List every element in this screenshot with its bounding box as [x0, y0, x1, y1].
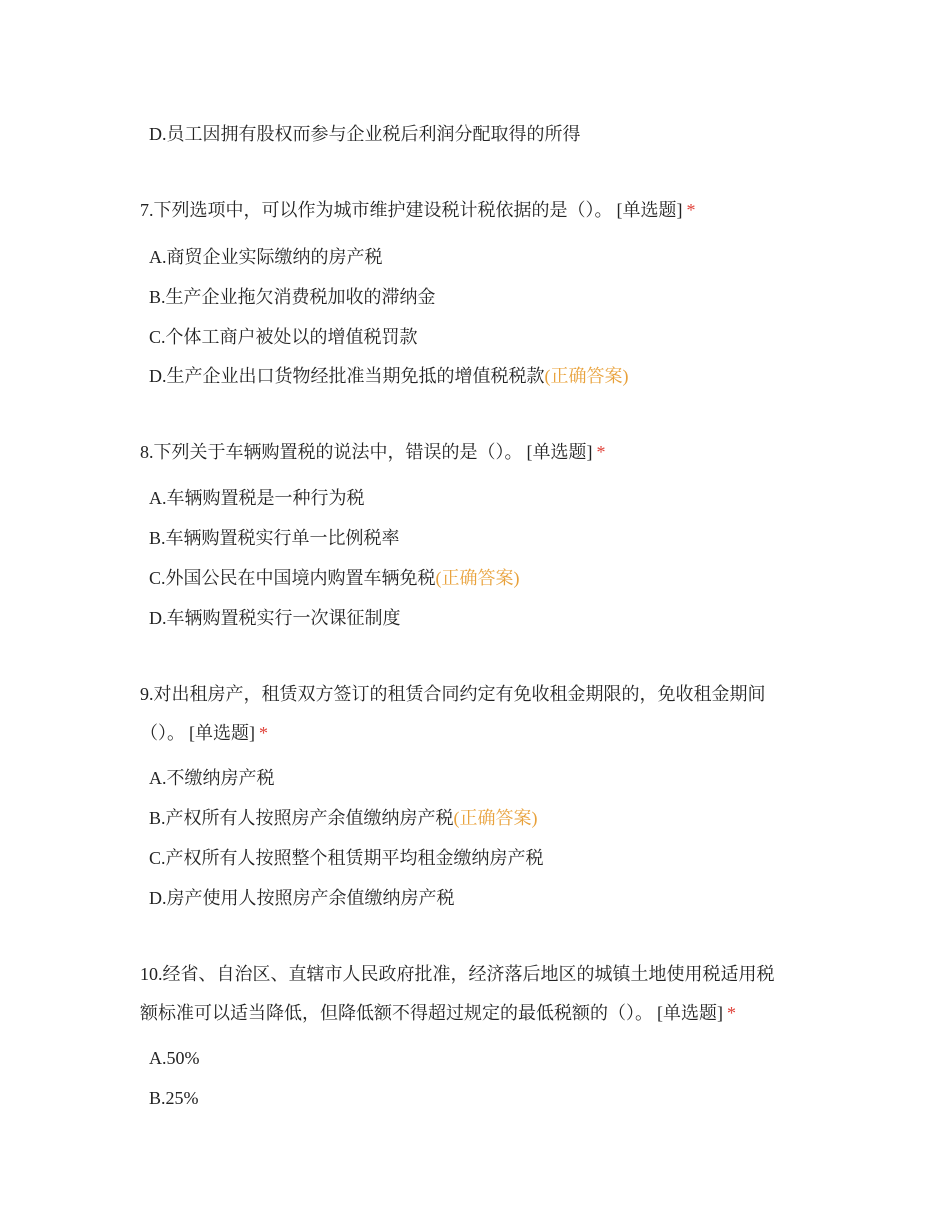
option-text: A.不缴纳房产税	[149, 768, 275, 788]
question-10-stem-line-2	[140, 1001, 736, 1025]
question-10-option-b[interactable]	[149, 1086, 199, 1110]
question-text: 8.下列关于车辆购置税的说法中，错误的是（）。	[140, 442, 523, 462]
option-text: D.员工因拥有股权而参与企业税后利润分配取得的所得	[149, 124, 581, 144]
option-text: A.50%	[149, 1048, 200, 1068]
question-7-stem	[140, 198, 696, 222]
question-text: 9.对出租房产，租赁双方签订的租赁合同约定有免收租金期限的，免收租金期间	[140, 684, 766, 704]
question-7-option-d[interactable]	[149, 364, 629, 388]
option-text: C.产权所有人按照整个租赁期平均租金缴纳房产税	[149, 848, 544, 868]
option-text: C.个体工商户被处以的增值税罚款	[149, 327, 418, 347]
question-9-stem-line-1	[140, 682, 766, 706]
question-7-option-b[interactable]	[149, 285, 436, 309]
question-9-stem-line-2	[140, 721, 268, 745]
question-9-option-b[interactable]	[149, 806, 538, 830]
question-10-option-a[interactable]	[149, 1046, 200, 1070]
question-9-option-d[interactable]	[149, 886, 455, 910]
required-mark: *	[596, 442, 606, 462]
option-text: B.25%	[149, 1088, 199, 1108]
question-9-option-c[interactable]	[149, 846, 544, 870]
question-type-tag: [单选题]	[526, 442, 593, 462]
question-text: （）。	[140, 723, 185, 743]
option-text: C.外国公民在中国境内购置车辆免税	[149, 568, 436, 588]
option-text: B.车辆购置税实行单一比例税率	[149, 528, 400, 548]
option-text: D.车辆购置税实行一次课征制度	[149, 608, 401, 628]
required-mark: *	[686, 200, 696, 220]
question-text: 10.经省、自治区、直辖市人民政府批准，经济落后地区的城镇土地使用税适用税	[140, 964, 775, 984]
correct-answer-label: (正确答案)	[435, 568, 520, 588]
question-8-option-b[interactable]	[149, 526, 400, 550]
question-8-option-d[interactable]	[149, 606, 401, 630]
option-text: B.生产企业拖欠消费税加收的滞纳金	[149, 287, 436, 307]
option-text: D.生产企业出口货物经批准当期免抵的增值税税款	[149, 366, 545, 386]
option-text: D.房产使用人按照房产余值缴纳房产税	[149, 888, 455, 908]
correct-answer-label: (正确答案)	[544, 366, 629, 386]
question-type-tag: [单选题]	[616, 200, 683, 220]
option-d-prev-question[interactable]	[149, 122, 581, 146]
required-mark: *	[259, 723, 268, 743]
question-7-option-c[interactable]	[149, 325, 418, 349]
required-mark: *	[727, 1003, 736, 1023]
option-text: A.商贸企业实际缴纳的房产税	[149, 247, 383, 267]
question-8-stem	[140, 440, 606, 464]
question-8-option-c[interactable]	[149, 566, 520, 590]
option-text: A.车辆购置税是一种行为税	[149, 488, 365, 508]
question-10-stem-line-1	[140, 962, 775, 986]
option-text: B.产权所有人按照房产余值缴纳房产税	[149, 808, 454, 828]
question-7-option-a[interactable]	[149, 245, 383, 269]
correct-answer-label: (正确答案)	[453, 808, 538, 828]
question-8-option-a[interactable]	[149, 486, 365, 510]
question-text: 7.下列选项中，可以作为城市维护建设税计税依据的是（）。	[140, 200, 613, 220]
question-text: 额标准可以适当降低，但降低额不得超过规定的最低税额的（）。	[140, 1003, 653, 1023]
question-9-option-a[interactable]	[149, 766, 275, 790]
question-type-tag: [单选题]	[657, 1003, 723, 1023]
question-type-tag: [单选题]	[189, 723, 255, 743]
